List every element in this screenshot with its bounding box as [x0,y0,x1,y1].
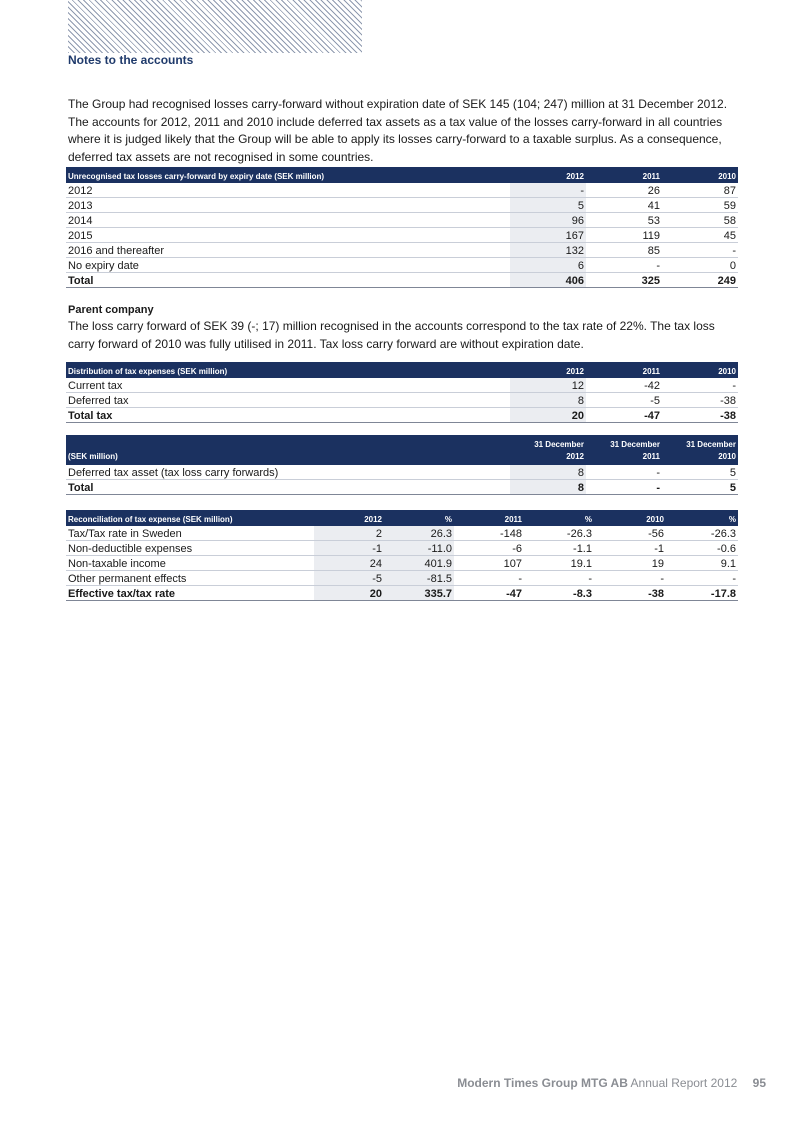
cell: 85 [586,243,662,258]
table-header-row [66,362,738,378]
row-label: 2016 and thereafter [66,243,510,258]
cell: - [662,378,738,393]
cell: 12 [510,378,586,393]
cell: 41 [586,198,662,213]
header-line: 2010 [718,452,736,461]
column-header: % [666,510,738,526]
total-row [66,480,738,495]
table-row [66,243,738,258]
cell: 5 [662,465,738,480]
cell: -47 [454,586,524,601]
cell: 19 [594,556,666,571]
cell: 406 [510,273,586,288]
table-row [66,526,738,541]
cell: - [524,571,594,586]
row-label: 2013 [66,198,510,213]
column-header: (SEK million) [66,435,510,465]
header-line: 2012 [566,452,584,461]
cell: 6 [510,258,586,273]
cell: 26.3 [384,526,454,541]
cell: 87 [662,183,738,198]
footer-report: Annual Report 2012 [630,1076,738,1090]
table-row [66,228,738,243]
column-header: Distribution of tax expenses (SEK million) [66,362,510,378]
row-label: Effective tax/tax rate [66,586,314,601]
row-label: Total [66,273,510,288]
cell: 19.1 [524,556,594,571]
cell: -6 [454,541,524,556]
cell: -56 [594,526,666,541]
cell: -26.3 [666,526,738,541]
cell: - [510,183,586,198]
column-header: 2011 [586,167,662,183]
column-header: 2010 [662,362,738,378]
page-number: 95 [752,1076,766,1090]
table-row [66,541,738,556]
cell: - [586,480,662,495]
row-label: Total [66,480,510,495]
table-row [66,571,738,586]
column-header: 2011 [454,510,524,526]
cell: - [594,571,666,586]
row-label: Non-deductible expenses [66,541,314,556]
cell: -5 [314,571,384,586]
cell: 0 [662,258,738,273]
cell: - [662,243,738,258]
row-label: Deferred tax asset (tax loss carry forwards) [66,465,510,480]
cell: -11.0 [384,541,454,556]
column-header: Reconciliation of tax expense (SEK million) [66,510,314,526]
unrecognised-losses-table [66,167,738,288]
tax-reconciliation-table [66,510,738,601]
row-label: 2014 [66,213,510,228]
page-footer [0,1076,766,1090]
column-header: 2010 [594,510,666,526]
cell: 20 [510,408,586,423]
header-line: 31 December [534,440,584,449]
column-header: % [524,510,594,526]
cell: 107 [454,556,524,571]
cell: -26.3 [524,526,594,541]
cell: -81.5 [384,571,454,586]
column-header: 2012 [314,510,384,526]
cell: 325 [586,273,662,288]
cell: 132 [510,243,586,258]
table-row [66,258,738,273]
table-header-row [66,510,738,526]
cell: 401.9 [384,556,454,571]
header-line: 31 December [610,440,660,449]
cell: 59 [662,198,738,213]
total-row [66,408,738,423]
column-header: 2010 [662,167,738,183]
cell: -148 [454,526,524,541]
cell: 24 [314,556,384,571]
cell: 119 [586,228,662,243]
table-row [66,393,738,408]
decorative-hatch-pattern [68,0,362,53]
cell: - [666,571,738,586]
cell: -47 [586,408,662,423]
cell: -5 [586,393,662,408]
cell: 249 [662,273,738,288]
cell: -38 [594,586,666,601]
total-row [66,273,738,288]
column-header [586,435,662,465]
cell: 96 [510,213,586,228]
column-header [662,435,738,465]
table-row [66,198,738,213]
cell: -38 [662,408,738,423]
row-label: 2015 [66,228,510,243]
table-row [66,183,738,198]
intro-paragraph: The Group had recognised losses carry-forward without expiration date of SEK 145 (104; 247) million at 31 December 2012. The accounts for 2012, 2011 and 2010 include deferred tax assets as a tax value of the losses carry-forward in all countries where it is judged likely that the Group will be able to apply its losses carry-forward to a taxable surplus. As a consequence, deferred tax assets are not recognised in some countries. [68,97,728,164]
cell: - [454,571,524,586]
table-row [66,213,738,228]
table-row [66,556,738,571]
cell: -1 [314,541,384,556]
row-label: 2012 [66,183,510,198]
column-header: 2012 [510,167,586,183]
column-header: 2012 [510,362,586,378]
cell: -38 [662,393,738,408]
row-label: Tax/Tax rate in Sweden [66,526,314,541]
column-header: % [384,510,454,526]
table-row [66,465,738,480]
parent-company-heading: Parent company [68,304,154,316]
table-header-row [66,167,738,183]
cell: 26 [586,183,662,198]
total-row [66,586,738,601]
cell: -8.3 [524,586,594,601]
row-label: Other permanent effects [66,571,314,586]
row-label: Non-taxable income [66,556,314,571]
cell: 58 [662,213,738,228]
cell: -42 [586,378,662,393]
table-row [66,378,738,393]
cell: -1.1 [524,541,594,556]
cell: 9.1 [666,556,738,571]
cell: 20 [314,586,384,601]
row-label: Current tax [66,378,510,393]
table-header-row [66,435,738,465]
cell: -0.6 [666,541,738,556]
header-line: 31 December [686,440,736,449]
section-title: Notes to the accounts [68,53,194,67]
deferred-tax-asset-table [66,435,738,495]
cell: 2 [314,526,384,541]
cell: 8 [510,465,586,480]
cell: 45 [662,228,738,243]
row-label: Deferred tax [66,393,510,408]
cell: 5 [662,480,738,495]
cell: 5 [510,198,586,213]
cell: -17.8 [666,586,738,601]
cell: 8 [510,393,586,408]
cell: 335.7 [384,586,454,601]
cell: - [586,258,662,273]
footer-company: Modern Times Group MTG AB [457,1076,628,1090]
tax-expense-distribution-table [66,362,738,423]
row-label: No expiry date [66,258,510,273]
cell: 53 [586,213,662,228]
parent-company-paragraph: The loss carry forward of SEK 39 (-; 17) million recognised in the accounts correspond to the tax rate of 22%. The tax loss carry forward of 2010 was fully utilised in 2011. Tax loss carry forward are without expiration date. [68,319,715,351]
cell: - [586,465,662,480]
cell: 167 [510,228,586,243]
header-line: 2011 [642,452,660,461]
column-header: Unrecognised tax losses carry-forward by expiry date (SEK million) [66,167,510,183]
column-header [510,435,586,465]
row-label: Total tax [66,408,510,423]
column-header: 2011 [586,362,662,378]
cell: -1 [594,541,666,556]
cell: 8 [510,480,586,495]
